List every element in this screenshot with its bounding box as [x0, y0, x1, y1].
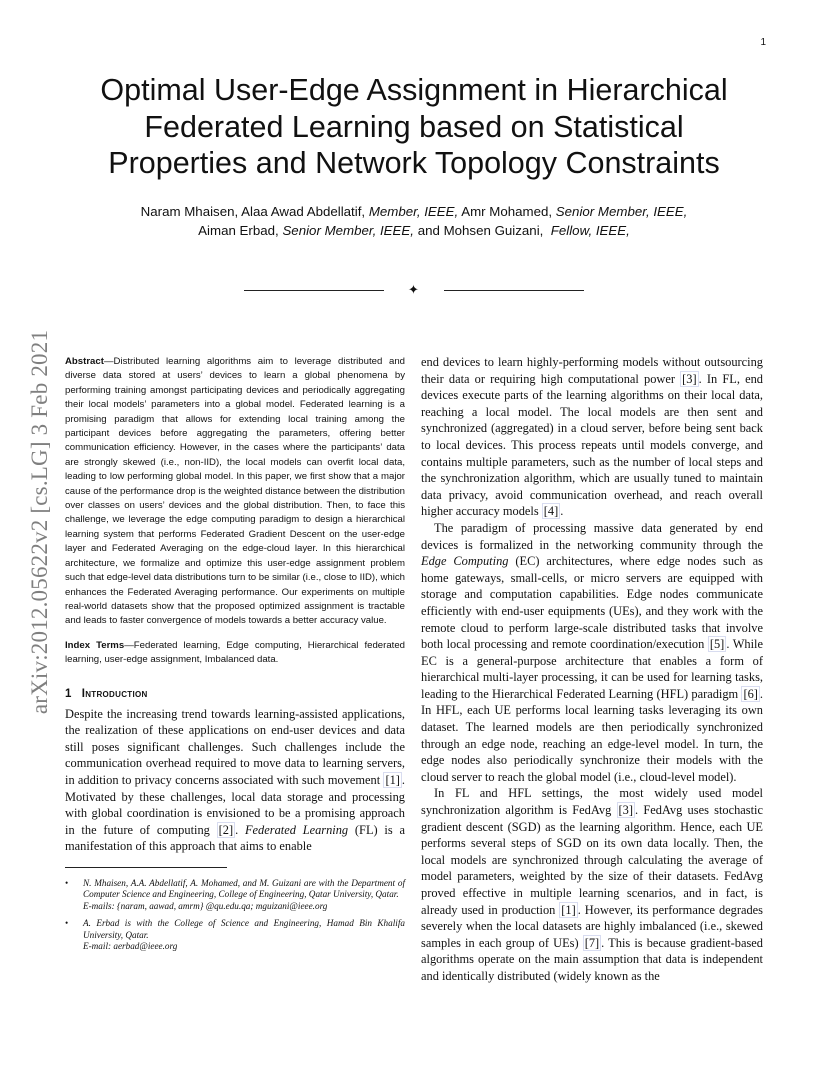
footnote-text: N. Mhaisen, A.A. Abdellatif, A. Mohamed, and M. Guizani are with the Department of Computer Science and Engineering, College of Engineering, Qatar University, Qatar. — [83, 877, 405, 900]
intro-text-segment: The paradigm of processing massive data generated by end devices is formalized in the networking community through the — [421, 520, 763, 552]
intro-text-segment: . While EC is a general-purpose architecture that enables a form of hierarchical multi-layer processing, it can be used for learning tasks, leading to the Hierarchical Federated Learning (HFL) paradigm — [421, 637, 763, 701]
footnote-email: E-mail: aerbad@ieee.org — [83, 940, 178, 951]
index-terms — [65, 639, 405, 668]
intro-text-segment: (FL) is a manifestation of this approach that aims to enable — [65, 822, 405, 854]
intro-text-segment: . — [235, 822, 245, 837]
author-list — [40, 202, 788, 240]
divider-rule-left — [244, 290, 384, 291]
divider-rule-right — [444, 290, 584, 291]
author-names-2: Amr Mohamed, — [461, 204, 553, 219]
bullet-icon: • — [65, 918, 69, 929]
index-terms-text: —Federated learning, Edge computing, Hierarchical federated learning, user-edge assignment, Imbalanced data. — [65, 639, 406, 666]
intro-text-segment: . However, its performance degrades severely when the local datasets are highly imbalanced (i.e., skewed samples in each group of UEs) — [421, 902, 763, 950]
author-names-4: and Mohsen Guizani, — [417, 223, 544, 238]
intro-text-segment: . This is because gradient-based algorithms operate on the main assumption that data is independent and identically distributed (widely known as the — [421, 935, 763, 983]
intro-paragraph-edge-computing — [421, 520, 763, 786]
intro-text-segment: . — [560, 504, 564, 519]
author-role-1: Member, IEEE, — [368, 204, 459, 219]
author-affiliation-footnotes — [65, 878, 405, 952]
citation-link[interactable]: [2] — [218, 822, 234, 837]
citation-link[interactable]: [3] — [682, 371, 697, 386]
index-terms-label: Index Terms — [65, 639, 125, 651]
bullet-icon: • — [65, 877, 69, 888]
author-line-1 — [40, 202, 788, 221]
footnote-rule — [65, 867, 227, 868]
title-line-1: Optimal User-Edge Assignment in Hierarchical — [100, 73, 728, 107]
author-role-2: Senior Member, IEEE, — [555, 204, 688, 219]
intro-paragraph-fedavg — [421, 785, 763, 984]
footnote-item — [65, 918, 405, 952]
citation-link[interactable]: [1] — [385, 772, 400, 787]
citation-link[interactable]: [3] — [618, 803, 633, 818]
intro-text-segment: . In HFL, each UE performs local learning tasks leveraging its own dataset. The learned models are then periodically synchronized through an edge node, reaching an edge-level model. In turn, the edge nodes also periodically synchronize their models with the cloud server to reach the global model (i.e., cloud-level model). — [421, 686, 763, 784]
emphasis-federated-learning: Federated Learning — [244, 822, 349, 837]
author-role-4: Fellow, IEEE, — [550, 223, 630, 238]
intro-text-segment: . In FL, end devices execute parts of the learning algorithms on their local data, reaching a local model. The local models are then sent and synchronized (aggregated) in a cloud server, before being sent back to local devices. This process repeats until models converge, and contains multiple parameters, such as the number of local steps and the synchronization algorithm, which are usually tuned to maintain data privacy, avoid communication overhead, and reach overall higher accuracy models — [421, 371, 763, 519]
right-column — [421, 354, 763, 985]
intro-paragraph-1 — [65, 706, 405, 855]
intro-text-segment: (EC) architectures, where edge nodes such as home gateways, small-cells, or micro servers are equipped with storage and computation capabilities. Edge nodes communicate efficiently with end-user equipments (UEs), and they work with the remote cloud to perform large-scale distributed tasks that involve both local processing and remote coordination/execution — [421, 554, 763, 652]
intro-text-segment: Despite the increasing trend towards learning-assisted applications, the realization of these applications on end-user devices and data still poses significant challenges. Such challenges include the communication overhead required to move data to learning servers, in addition to privacy concerns associated with such movement — [65, 706, 405, 787]
intro-text-segment: . FedAvg uses stochastic gradient descent (SGD) as the learning algorithm. Hence, each UE performs several steps of SGD on its own data locally. Then, the local models are synchronized through calculating the average of model parameters, weighted by the size of their datasets. FedAvg proved effective in multiple learning scenarios, and in fact, is already used in production — [421, 803, 763, 917]
citation-link[interactable]: [1] — [561, 902, 576, 917]
intro-text-segment: . Motivated by these challenges, local data storage and processing with global coordination is envisioned to be a promising approach in the future of computing — [65, 772, 405, 837]
abstract — [65, 355, 405, 629]
author-line-2 — [40, 221, 788, 240]
paper-title — [40, 72, 788, 182]
citation-link[interactable]: [5] — [709, 637, 725, 652]
left-column — [65, 355, 405, 958]
arxiv-identifier-stamp: arXiv:2012.05622v2 [cs.LG] 3 Feb 2021 — [27, 329, 52, 715]
citation-link[interactable]: [7] — [584, 935, 600, 950]
section-number: 1 — [65, 687, 72, 700]
diamond-ornament-icon: ✦ — [408, 283, 419, 298]
title-line-3: Properties and Network Topology Constraints — [108, 146, 720, 180]
abstract-label: Abstract — [65, 356, 104, 367]
intro-text-segment: In FL and HFL settings, the most widely used model synchronization algorithm is FedAvg — [421, 786, 763, 818]
title-divider — [244, 283, 584, 299]
title-line-2: Federated Learning based on Statistical — [144, 109, 684, 144]
section-title: Introduction — [81, 687, 148, 700]
emphasis-edge-computing: Edge Computing — [421, 554, 509, 569]
page-number: 1 — [760, 37, 766, 48]
section-heading-introduction — [65, 688, 405, 700]
footnote-item — [65, 878, 405, 912]
author-names-3: Aiman Erbad, — [198, 223, 279, 238]
citation-link[interactable]: [4] — [543, 504, 559, 519]
intro-text-segment: end devices to learn highly-performing models without outsourcing their data or requiring high computational power — [421, 355, 763, 386]
author-role-3: Senior Member, IEEE, — [282, 223, 414, 238]
abstract-text: —Distributed learning algorithms aim to leverage distributed and diverse data stored at users’ devices to learn a global phenomena by performing training amongst participating devices and periodically aggregating their local models’ parameters into a global model. Federated learning is a promising paradigm that allows for extending local training among the participant devices before aggregating the parameters, offering better communication efficiency. However, in the cases where the participants’ data are strongly skewed (i.e., non-IID), the local models can overfit local data, leading to low performing global model. In this paper, we first show that a major cause of the performance drop is the weighted distance between the distribution over classes on users’ devices and the global distribution. Then, to face this challenge, we leverage the edge computing paradigm to design a hierarchical learning system that performs Federated Gradient Descent on the user-edge layer and Federated Averaging on the edge-cloud layer. In this hierarchical architecture, we formalize and optimize this user-edge assignment problem such that edge-level data distributions turn to be similar (i.e., close to IID), which enhances the Federated Averaging performance. Our experiments on multiple real-world datasets show that the proposed optimized assignment is tractable and leads to faster convergence of models towards a better accuracy value. — [65, 356, 405, 627]
footnote-email: E-mails: {naram, aawad, amrm} @qu.edu.qa; mguizani@ieee.org — [83, 900, 328, 911]
intro-paragraph-continued — [421, 354, 763, 520]
citation-link[interactable]: [6] — [743, 686, 758, 701]
footnote-text: A. Erbad is with the College of Science and Engineering, Hamad Bin Khalifa University, Qatar. — [83, 918, 405, 940]
author-names-1: Naram Mhaisen, Alaa Awad Abdellatif, — [140, 204, 366, 219]
